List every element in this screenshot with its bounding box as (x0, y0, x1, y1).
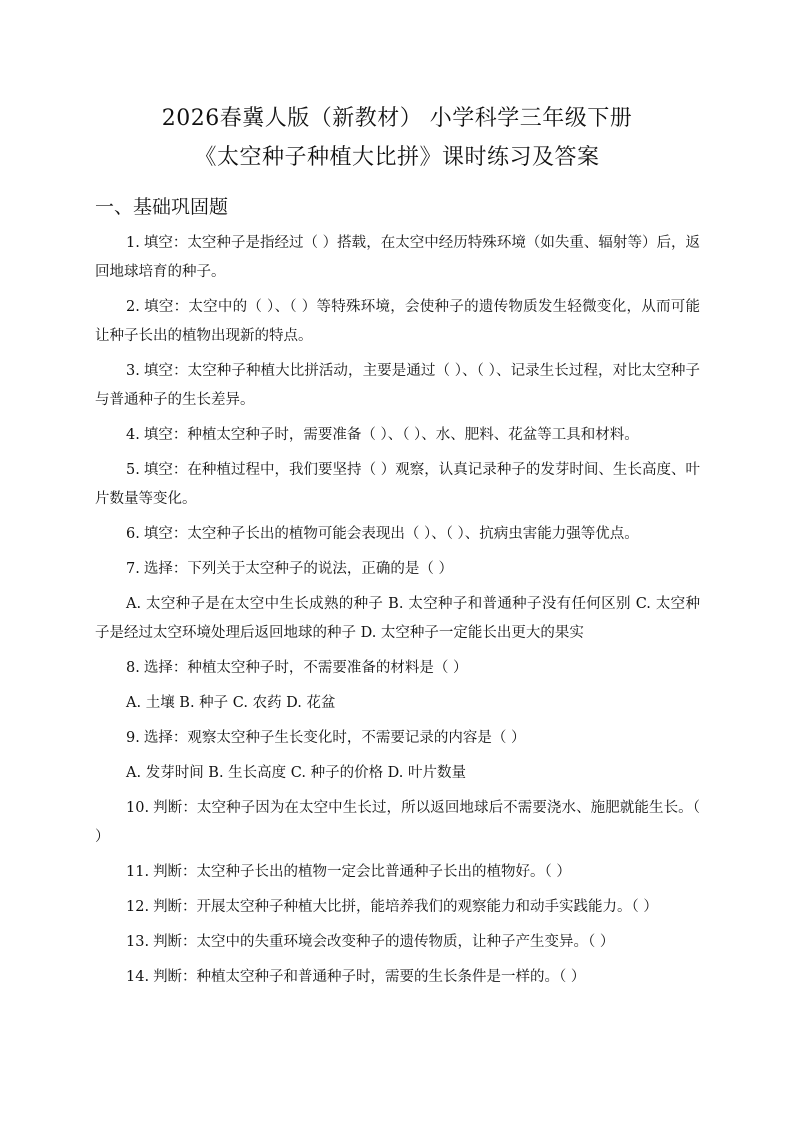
question-10 (95, 794, 700, 852)
question-number: 5. (126, 462, 140, 478)
question-number: 11. (126, 864, 150, 880)
question-11 (95, 858, 700, 887)
question-13 (95, 928, 700, 957)
options-text: A. 发芽时间 B. 生长高度 C. 种子的价格 D. 叶片数量 (126, 765, 467, 781)
question-8-options (95, 689, 700, 718)
question-8 (95, 654, 700, 683)
question-text: 判断：太空种子长出的植物一定会比普通种子长出的植物好。（ ） (153, 864, 571, 880)
question-number: 13. (126, 934, 150, 950)
options-text: A. 太空种子是在太空中生长成熟的种子 B. 太空种子和普通种子没有任何区别 C. 太空种子是经过太空环境处理后返回地球的种子 D. 太空种子一定能长出更大的果实 (95, 596, 700, 641)
question-number: 4. (126, 427, 140, 443)
question-7 (95, 555, 700, 584)
question-3 (95, 357, 700, 415)
options-text: A. 土壤 B. 种子 C. 农药 D. 花盆 (126, 695, 336, 711)
question-number: 10. (126, 800, 150, 816)
question-number: 7. (126, 561, 140, 577)
question-text: 填空：太空种子是指经过（ ）搭载，在太空中经历特殊环境（如失重、辐射等）后，返回地球培育的种子。 (95, 235, 700, 280)
document-title-line-1: 2026春冀人版（新教材） 小学科学三年级下册 (161, 106, 633, 131)
question-text: 填空：太空种子长出的植物可能会表现出（ ）、（ ）、抗病虫害能力强等优点。 (143, 526, 639, 542)
question-text: 填空：太空中的（ ）、（ ）等特殊环境，会使种子的遗传物质发生轻微变化，从而可能让种子长出的植物出现新的特点。 (95, 299, 700, 344)
question-1 (95, 229, 700, 287)
question-9-options (95, 759, 700, 788)
question-text: 判断：开展太空种子种植大比拼，能培养我们的观察能力和动手实践能力。（ ） (153, 899, 658, 915)
question-number: 2. (126, 299, 140, 315)
question-number: 6. (126, 526, 140, 542)
question-5 (95, 456, 700, 514)
question-number: 9. (126, 730, 140, 746)
question-number: 14. (126, 969, 150, 985)
question-text: 判断：太空种子因为在太空中生长过，所以返回地球后不需要浇水、施肥就能生长。（ ） (95, 800, 700, 845)
question-text: 判断：种植太空种子和普通种子时，需要的生长条件是一样的。（ ） (153, 969, 586, 985)
section-heading: 一、基础巩固题 (95, 196, 229, 218)
question-text: 选择：观察太空种子生长变化时，不需要记录的内容是（ ） (143, 730, 526, 746)
question-14 (95, 963, 700, 992)
question-12 (95, 893, 700, 922)
question-2 (95, 293, 700, 351)
question-text: 选择：种植太空种子时，不需要准备的材料是（ ） (143, 660, 468, 676)
document-title-line-2: 《太空种子种植大比拼》课时练习及答案 (194, 145, 600, 170)
question-text: 填空：太空种子种植大比拼活动，主要是通过（ ）、（ ）、记录生长过程，对比太空种子与普通种子的生长差异。 (95, 363, 700, 408)
question-number: 3. (126, 363, 140, 379)
question-number: 8. (126, 660, 140, 676)
question-number: 12. (126, 899, 150, 915)
question-list (95, 229, 700, 998)
question-text: 填空：种植太空种子时，需要准备（ ）、（ ）、水、肥料、花盆等工具和材料。 (143, 427, 639, 443)
question-4 (95, 421, 700, 450)
question-6 (95, 520, 700, 549)
question-9 (95, 724, 700, 753)
question-text: 判断：太空中的失重环境会改变种子的遗传物质，让种子产生变异。（ ） (153, 934, 615, 950)
question-7-options (95, 590, 700, 648)
question-text: 选择：下列关于太空种子的说法，正确的是（ ） (143, 561, 453, 577)
question-text: 填空：在种植过程中，我们要坚持（ ）观察，认真记录种子的发芽时间、生长高度、叶片数量等变化。 (95, 462, 700, 507)
question-number: 1. (126, 235, 140, 251)
